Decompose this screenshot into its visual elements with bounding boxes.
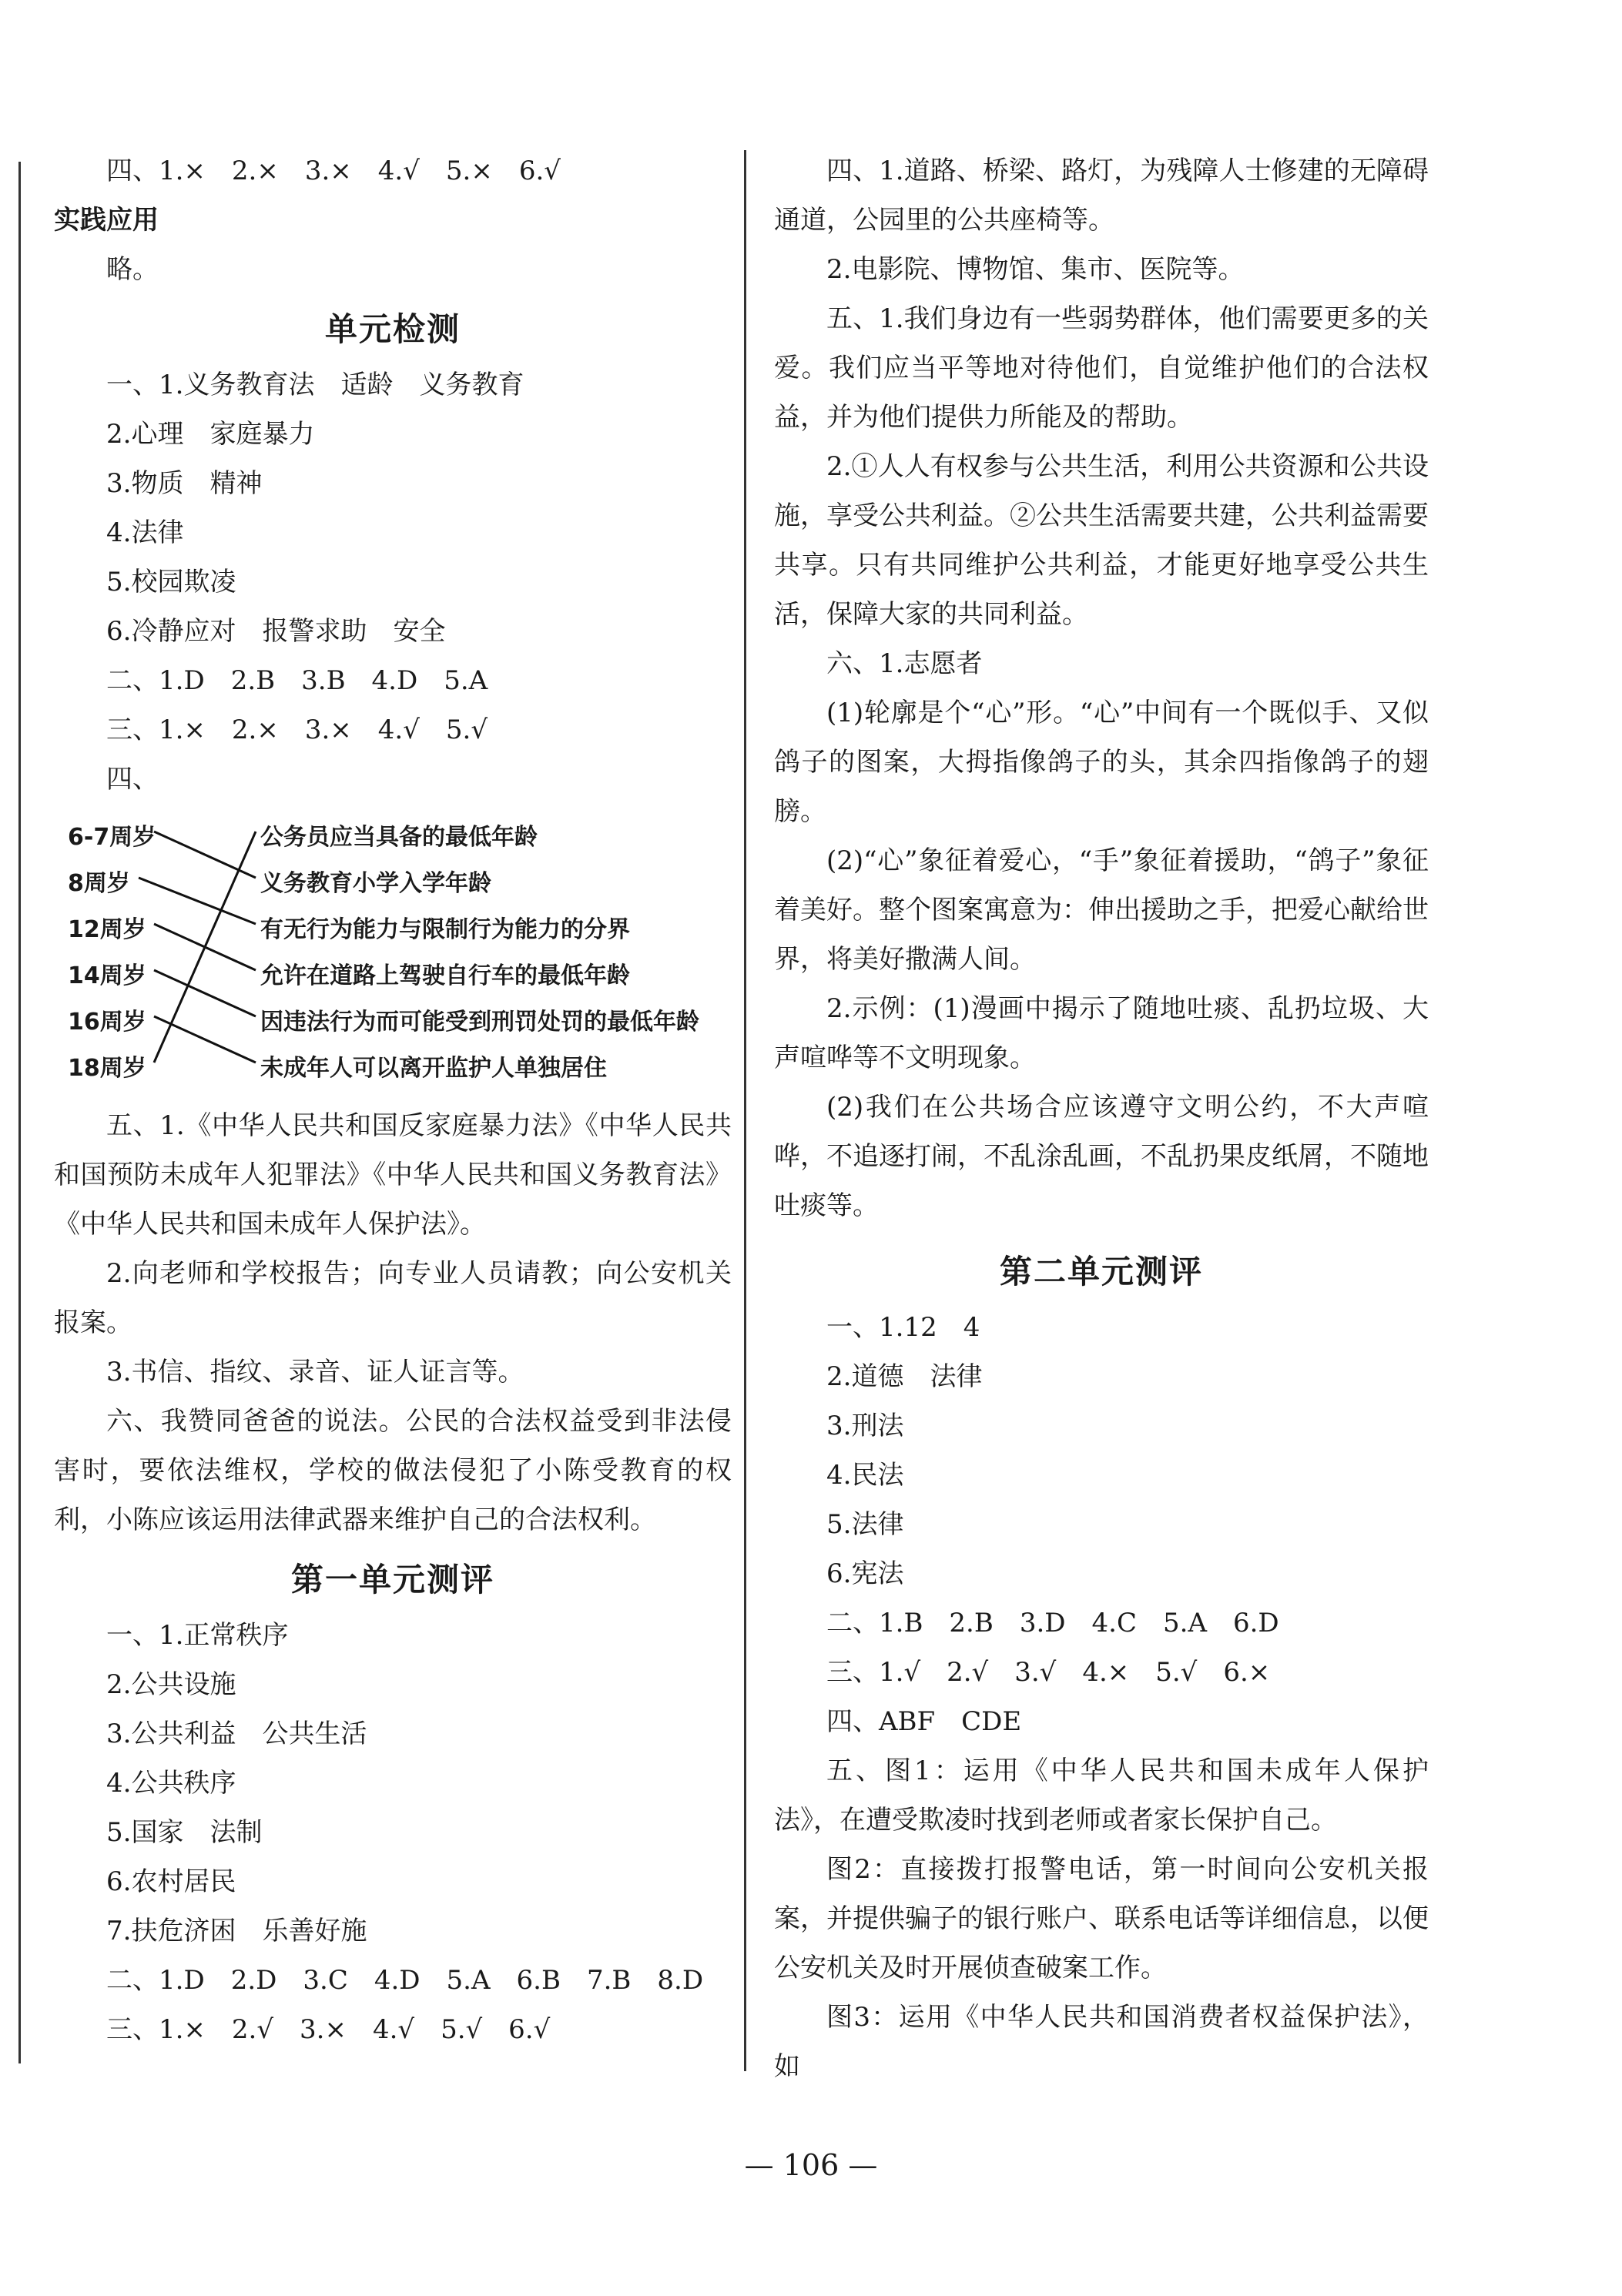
answer-line: 3.公共利益 公共生活 xyxy=(106,1719,367,1749)
answer-line: 4.公共秩序 xyxy=(106,1768,236,1799)
answer-line: 6.冷静应对 报警求助 安全 xyxy=(106,616,446,647)
answer-line: 略。 xyxy=(106,254,159,285)
age-description: 因违法行为而可能受到刑罚处罚的最低年龄 xyxy=(260,1009,699,1036)
age-label: 6-7周岁 xyxy=(68,824,156,851)
answer-line: 3.刑法 xyxy=(826,1411,904,1441)
age-description: 未成年人可以离开监护人单独居住 xyxy=(260,1055,607,1082)
section-heading: 第二单元测评 xyxy=(999,1253,1203,1290)
answer-paragraph: (2)“心”象征着爱心，“手”象征着援助，“鸽子”象征着美好。整个图案寓意为：伸出援助之手，把爱心献给世界，将美好撒满人间。 xyxy=(774,845,1429,975)
answer-line: 四、 xyxy=(106,764,159,795)
match-line xyxy=(154,1016,256,1063)
section-heading: 单元检测 xyxy=(324,310,461,348)
answer-paragraph: 六、我赞同爸爸的说法。公民的合法权益受到非法侵害时，要依法维权，学校的做法侵犯了小陈受教育的权利，小陈应该运用法律武器来维护自己的合法权利。 xyxy=(54,1406,732,1535)
match-line xyxy=(154,832,256,878)
answer-paragraph: 图2：直接拨打报警电话，第一时间向公安机关报案，并提供骗子的银行账户、联系电话等详细信息，以便公安机关及时开展侦查破案工作。 xyxy=(774,1854,1429,1983)
match-line xyxy=(154,832,256,1063)
age-description: 允许在道路上驾驶自行车的最低年龄 xyxy=(260,962,630,989)
answer-line: 一、1.义务教育法 适龄 义务教育 xyxy=(106,370,524,400)
answer-paragraph: 图3：运用《中华人民共和国消费者权益保护法》，如 xyxy=(774,2002,1429,2082)
age-label: 16周岁 xyxy=(68,1009,146,1036)
answer-line: 二、1.B 2.B 3.D 4.C 5.A 6.D xyxy=(826,1608,1279,1638)
answer-paragraph: 五、图1：运用《中华人民共和国未成年人保护法》，在遭受欺凌时找到老师或者家长保护自己。 xyxy=(774,1755,1429,1836)
answer-line: 6.宪法 xyxy=(826,1558,904,1589)
answer-paragraph: 五、1.《中华人民共和国反家庭暴力法》《中华人民共和国预防未成年人犯罪法》《中华人民共和国义务教育法》《中华人民共和国未成年人保护法》。 xyxy=(54,1110,732,1240)
answer-paragraph: 2.示例：(1)漫画中揭示了随地吐痰、乱扔垃圾、大声喧哗等不文明现象。 xyxy=(774,993,1429,1073)
right-column xyxy=(774,146,1429,2091)
answer-paragraph: 2.①人人有权参与公共生活，利用公共资源和公共设施，享受公共利益。②公共生活需要共建，公共利益需要共享。只有共同维护公共利益，才能更好地享受公共生活，保障大家的共同利益。 xyxy=(774,451,1429,630)
answer-line: 一、1.正常秩序 xyxy=(106,1620,289,1651)
answer-line: 二、1.D 2.D 3.C 4.D 5.A 6.B 7.B 8.D xyxy=(106,1965,704,1996)
answer-paragraph: 五、1.我们身边有一些弱势群体，他们需要更多的关爱。我们应当平等地对待他们，自觉维护他们的合法权益，并为他们提供力所能及的帮助。 xyxy=(774,303,1429,433)
match-line xyxy=(154,970,256,1016)
answer-paragraph: (1)轮廓是个“心”形。“心”中间有一个既似手、又似鸽子的图案，大拇指像鸽子的头，其余四指像鸽子的翅膀。 xyxy=(774,698,1429,827)
answer-line: 3.物质 精神 xyxy=(106,468,263,499)
answer-paragraph: 六、1.志愿者 xyxy=(826,648,983,679)
answer-line: 三、1.√ 2.√ 3.√ 4.× 5.√ 6.× xyxy=(826,1657,1271,1688)
answer-line: 5.校园欺凌 xyxy=(106,567,236,597)
page-number: — 106 — xyxy=(744,2148,878,2182)
age-matching-diagram xyxy=(54,808,732,1101)
answer-paragraph: 四、1.道路、桥梁、路灯，为残障人士修建的无障碍通道，公园里的公共座椅等。 xyxy=(774,156,1429,236)
answer-line: 2.心理 家庭暴力 xyxy=(106,419,315,450)
answer-line: 三、1.× 2.√ 3.× 4.√ 5.√ 6.√ xyxy=(106,2014,551,2045)
age-label: 8周岁 xyxy=(68,870,130,897)
answer-line: 2.公共设施 xyxy=(106,1669,236,1700)
age-description: 有无行为能力与限制行为能力的分界 xyxy=(260,916,630,943)
age-description: 义务教育小学入学年龄 xyxy=(260,870,491,897)
answer-line: 四、1.× 2.× 3.× 4.√ 5.× 6.√ xyxy=(106,156,561,186)
answer-line: 四、ABF CDE xyxy=(826,1706,1022,1737)
answer-line: 2.道德 法律 xyxy=(826,1361,983,1392)
answer-paragraph: (2)我们在公共场合应该遵守文明公约，不大声喧哗，不追逐打闹，不乱涂乱画，不乱扔果皮纸屑，不随地吐痰等。 xyxy=(774,1092,1429,1221)
answer-line: 4.民法 xyxy=(826,1460,904,1491)
age-description: 公务员应当具备的最低年龄 xyxy=(260,824,538,851)
answer-line: 5.法律 xyxy=(826,1509,904,1540)
answer-line: 6.农村居民 xyxy=(106,1866,236,1897)
age-label: 18周岁 xyxy=(68,1055,146,1082)
age-label: 14周岁 xyxy=(68,962,146,989)
answer-paragraph: 2.向老师和学校报告；向专业人员请教；向公安机关报案。 xyxy=(54,1258,732,1338)
age-label: 12周岁 xyxy=(68,916,146,943)
answer-paragraph: 3.书信、指纹、录音、证人证言等。 xyxy=(106,1357,524,1387)
answer-line: 4.法律 xyxy=(106,517,184,548)
section-label: 实践应用 xyxy=(54,205,159,236)
answer-paragraph: 2.电影院、博物馆、集市、医院等。 xyxy=(826,254,1245,285)
left-column xyxy=(54,146,732,2054)
left-margin-rule xyxy=(18,162,21,2063)
answer-line: 7.扶危济困 乐善好施 xyxy=(106,1916,367,1946)
answer-line: 5.国家 法制 xyxy=(106,1817,263,1848)
answer-line: 一、1.12 4 xyxy=(826,1312,980,1343)
match-line xyxy=(139,878,256,924)
answer-line: 三、1.× 2.× 3.× 4.√ 5.√ xyxy=(106,715,488,745)
answer-line: 二、1.D 2.B 3.B 4.D 5.A xyxy=(106,665,488,696)
section-heading: 第一单元测评 xyxy=(290,1561,494,1598)
column-divider xyxy=(744,150,746,2071)
